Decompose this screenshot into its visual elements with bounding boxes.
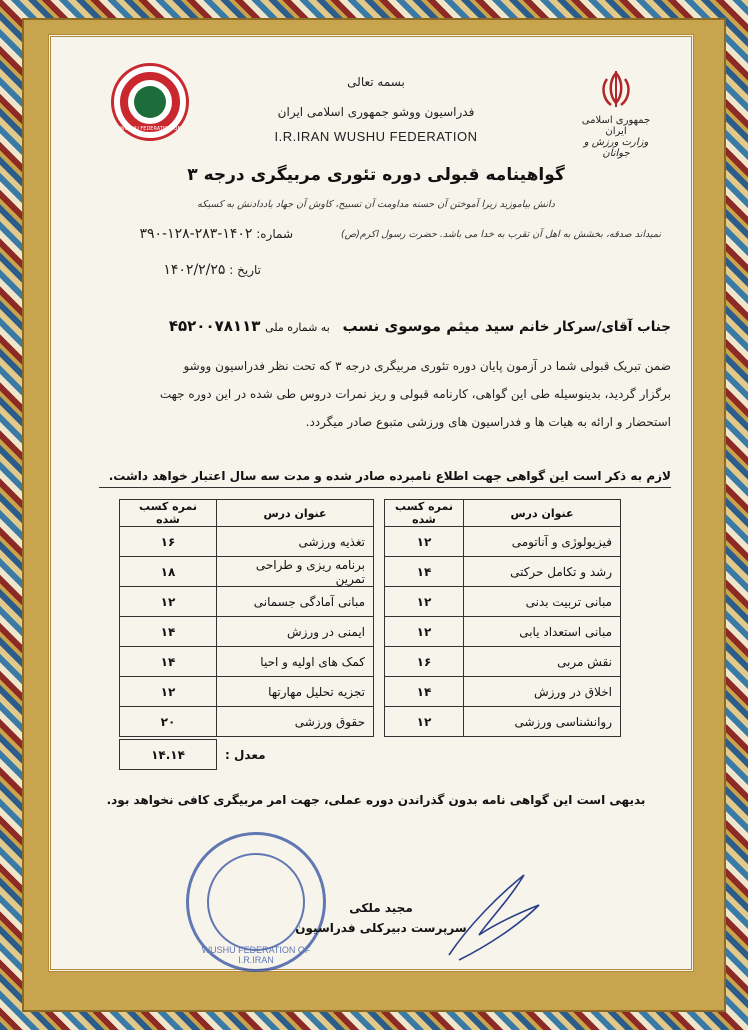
course-right: فیزیولوژی و آناتومی [464,527,621,557]
header-score-left: نمره کسب شده [120,500,217,527]
header-course-left: عنوان درس [217,500,374,527]
score-right: ۱۲ [385,707,464,737]
ministry-line1: جمهوری اسلامی ایران [581,115,651,137]
certificate-paper [48,34,694,972]
logo-text: WUSHU FEDERATION OF I.R.IRAN [119,126,181,138]
quote-line2: نمیداند صدقه، بخشش به اهل آن تقرب به خدا می باشد. حضرت رسول اکرم(ص) [340,229,661,240]
date-value: ۱۴۰۲/۲/۲۵ [163,262,226,278]
course-left: تجزیه تحلیل مهارتها [217,677,374,707]
body-text [81,352,671,436]
signer-name: مجید ملکی [349,901,413,915]
course-left: ایمنی در ورزش [217,617,374,647]
bismillah: بسمه تعالی [347,75,405,89]
course-left: تغذیه ورزشی [217,527,374,557]
score-left: ۱۸ [120,557,217,587]
number-value: ۱۴۰۲-۲۸۳-۱۲۸-۳۹۰ [139,226,253,242]
course-right: مبانی تربیت بدنی [464,587,621,617]
course-right: نقش مربی [464,647,621,677]
validity-notice: لازم به ذکر است این گواهی جهت اطلاع نامبرده صادر شده و مدت سه سال اعتبار خواهد داشت. [99,469,671,488]
certificate-date [121,262,261,278]
recipient-line [121,317,671,335]
score-right: ۱۲ [385,527,464,557]
course-right: رشد و تکامل حرکتی [464,557,621,587]
course-left: برنامه ریزی و طراحی تمرین [217,557,374,587]
table-row [120,557,621,587]
certificate-number [73,226,293,242]
body-line3: استحضار و ارائه به هیات ها و فدراسیون های ورزشی متبوع صادر میگردد. [305,415,671,429]
score-right: ۱۴ [385,557,464,587]
course-left: حقوق ورزشی [217,707,374,737]
date-label: تاریخ : [229,263,261,277]
stamp-text: WUSHU FEDERATION OF I.R.IRAN [201,945,311,965]
table-row [120,677,621,707]
score-left: ۱۴ [120,617,217,647]
recipient-name: سید میثم موسوی نسب [342,317,515,335]
header-course-right: عنوان درس [464,500,621,527]
table-row [120,587,621,617]
national-id-label: به شماره ملی [265,321,330,334]
footer-note: بدیهی است این گواهی نامه بدون گذراندن دوره عملی، جهت امر مربیگری کافی نخواهد بود. [106,793,646,807]
table-row [120,647,621,677]
ministry-emblem [571,69,661,159]
average-label: معدل : [225,747,266,762]
number-label: شماره: [256,227,293,241]
signature-scribble [429,865,549,965]
score-right: ۱۲ [385,617,464,647]
header-score-right: نمره کسب شده [385,500,464,527]
federation-name-en: I.R.IRAN WUSHU FEDERATION [274,129,478,144]
average-table [119,739,579,770]
signer-title: سرپرست دبیرکلی فدراسیون [295,921,467,935]
score-right: ۱۶ [385,647,464,677]
score-left: ۱۴ [120,647,217,677]
table-row [120,527,621,557]
score-right: ۱۲ [385,587,464,617]
score-left: ۱۶ [120,527,217,557]
course-right: روانشناسی ورزشی [464,707,621,737]
average-row [120,740,580,770]
table-row [120,707,621,737]
page-title: گواهینامه قبولی دوره تئوری مربیگری درجه ۳ [187,165,565,185]
table-row [120,617,621,647]
course-right: اخلاق در ورزش [464,677,621,707]
body-line2: برگزار گردید، بدینوسیله طی این گواهی، کارنامه قبولی و ریز نمرات دروس طی شده در این دوره جهت [159,387,671,401]
quote-line1: دانش بیاموزید زیرا آموختن آن حسنه مداومت آن تسبیح، کاوش آن جهاد یاددادنش به کسیکه [197,199,555,210]
federation-name-fa: فدراسیون ووشو جمهوری اسلامی ایران [277,105,475,119]
score-left: ۱۲ [120,587,217,617]
federation-stamp [186,832,326,972]
grades-table-wrap [119,499,621,770]
grades-table [119,499,621,737]
body-line1: ضمن تبریک قبولی شما در آزمون پایان دوره تئوری مربیگری درجه ۳ که تحت نظر فدراسیون ووشو [183,359,671,373]
score-right: ۱۴ [385,677,464,707]
average-value: ۱۴.۱۴ [120,740,217,770]
national-id-value: ۴۵۲۰۰۷۸۱۱۳ [168,317,261,335]
ministry-line2: وزارت ورزش و جوانان [583,137,649,159]
score-left: ۱۲ [120,677,217,707]
table-header-row [120,500,621,527]
score-left: ۲۰ [120,707,217,737]
course-left: کمک های اولیه و احیا [217,647,374,677]
iran-emblem-icon [571,69,661,109]
course-left: مبانی آمادگی جسمانی [217,587,374,617]
course-right: مبانی استعداد یابی [464,617,621,647]
salutation: جناب آقای/سرکار خانم [519,319,671,335]
federation-logo [111,63,189,141]
